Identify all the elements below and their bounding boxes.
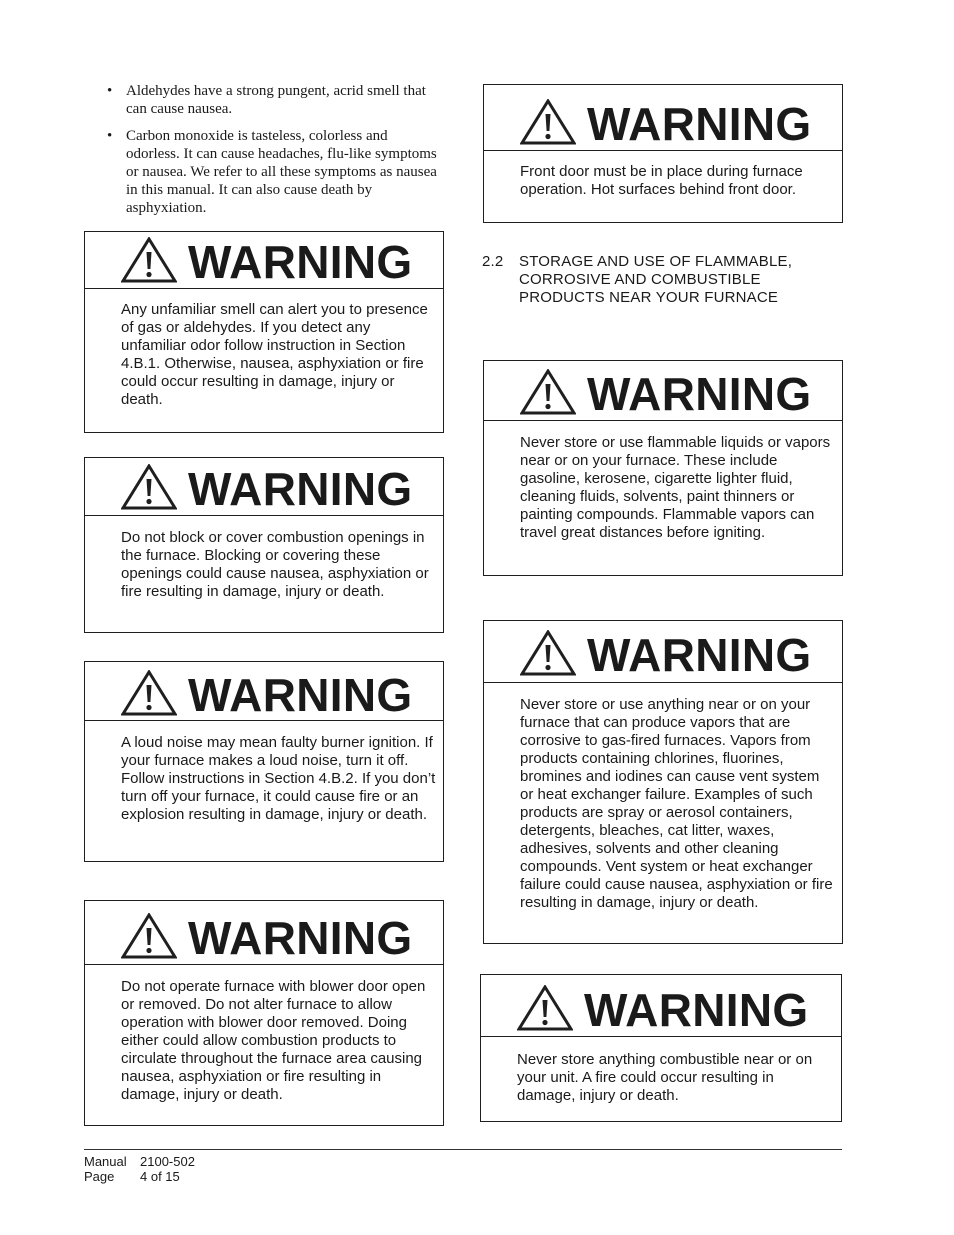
warning-text: Front door must be in place during furnace operation. Hot surfaces behind front door. — [520, 163, 803, 198]
warning-text: A loud noise may mean faulty burner ignition. If your furnace makes a loud noise, turn it off. Follow instructions in Section 4.B.2. If you don’t turn off your furnace, it could cause fire or an explosion resulting in damage, injury or death. — [121, 734, 436, 823]
warning-title: WARNING — [587, 368, 812, 420]
warning-title: WARNING — [587, 629, 812, 681]
warning-triangle-icon — [121, 237, 177, 283]
list-item: • Carbon monoxide is tasteless, colorless and odorless. It can cause headaches, flu-like symptoms or nausea. We refer to all these symptoms as nausea in this manual. It can also cause death by asphyxiation. — [104, 127, 444, 217]
warning-title: WARNING — [188, 463, 413, 515]
warning-box-combustion-openings — [84, 457, 444, 633]
warning-box-front-door — [483, 84, 843, 223]
section-title: STORAGE AND USE OF FLAMMABLE, CORROSIVE AND COMBUSTIBLE PRODUCTS NEAR YOUR FURNACE — [519, 253, 793, 306]
warning-triangle-icon — [520, 99, 576, 145]
page-footer — [84, 1154, 195, 1184]
warning-triangle-icon — [121, 913, 177, 959]
warning-header — [85, 901, 443, 965]
warning-text: Never store anything combustible near or on your unit. A fire could occur resulting in damage, injury or death. — [517, 1051, 813, 1104]
warning-title: WARNING — [188, 669, 413, 721]
warning-box-blower-door — [84, 900, 444, 1126]
warning-header — [481, 975, 841, 1037]
warning-box-combustible-storage — [480, 974, 842, 1122]
warning-triangle-icon — [121, 670, 177, 716]
warning-text: Do not operate furnace with blower door open or removed. Do not alter furnace to allow operation with blower door removed. Doing either could allow combustion products to circulate throughout the furnace area causing nausea, asphyxiation or fire resulting in damage, injury or death. — [121, 978, 426, 1103]
warning-header — [484, 621, 842, 683]
list-item: • Aldehydes have a strong pungent, acrid smell that can cause nausea. — [104, 82, 444, 118]
hazard-bullet-list — [104, 82, 444, 226]
warning-header — [484, 85, 842, 151]
page-label: Page — [84, 1169, 115, 1184]
warning-header — [85, 662, 443, 721]
warning-box-unfamiliar-smell — [84, 231, 444, 433]
warning-triangle-icon — [517, 985, 573, 1031]
warning-header — [85, 232, 443, 289]
warning-text: Never store or use flammable liquids or vapors near or on your furnace. These include gasoline, kerosene, cigarette lighter fluid, cleaning fluids, solvents, paint thinners or painting compounds. Flammable vapors can travel great distances before igniting. — [520, 434, 831, 541]
section-number: 2.2 — [482, 253, 504, 270]
warning-triangle-icon — [520, 369, 576, 415]
footer-divider — [84, 1149, 842, 1150]
warning-text: Any unfamiliar smell can alert you to presence of gas or aldehydes. If you detect any unfamiliar odor follow instruction in Section 4.B.1. Otherwise, nausea, asphyxiation or fire could occur resulting in damage, injury or death. — [121, 301, 428, 408]
warning-header — [484, 361, 842, 421]
warning-header — [85, 458, 443, 516]
warning-text: Do not block or cover combustion openings in the furnace. Blocking or covering these openings could cause nausea, asphyxiation or fire resulting in damage, injury or death. — [121, 529, 429, 600]
manual-label: Manual — [84, 1154, 127, 1169]
warning-title: WARNING — [188, 912, 413, 964]
warning-box-flammable-liquids — [483, 360, 843, 576]
warning-box-loud-noise — [84, 661, 444, 862]
warning-title: WARNING — [584, 984, 809, 1036]
warning-title: WARNING — [188, 236, 413, 288]
warning-triangle-icon — [520, 630, 576, 676]
warning-box-corrosive-vapors — [483, 620, 843, 944]
warning-triangle-icon — [121, 464, 177, 510]
warning-text: Never store or use anything near or on your furnace that can produce vapors that are corrosive to gas-fired furnaces. Vapors from products containing chlorines, fluorines, bromines and iodines can cause vent system or heat exchanger failure. Examples of such products are spray or aerosol containers, detergents, bleaches, cat litter, waxes, adhesives, solvents and other cleaning compounds. Vent system or heat exchanger failure could cause nausea, asphyxiation or fire resulting in damage, injury or death. — [520, 696, 833, 911]
warning-title: WARNING — [587, 98, 812, 150]
page-number: 4 of 15 — [140, 1169, 180, 1184]
manual-number: 2100-502 — [140, 1154, 195, 1169]
